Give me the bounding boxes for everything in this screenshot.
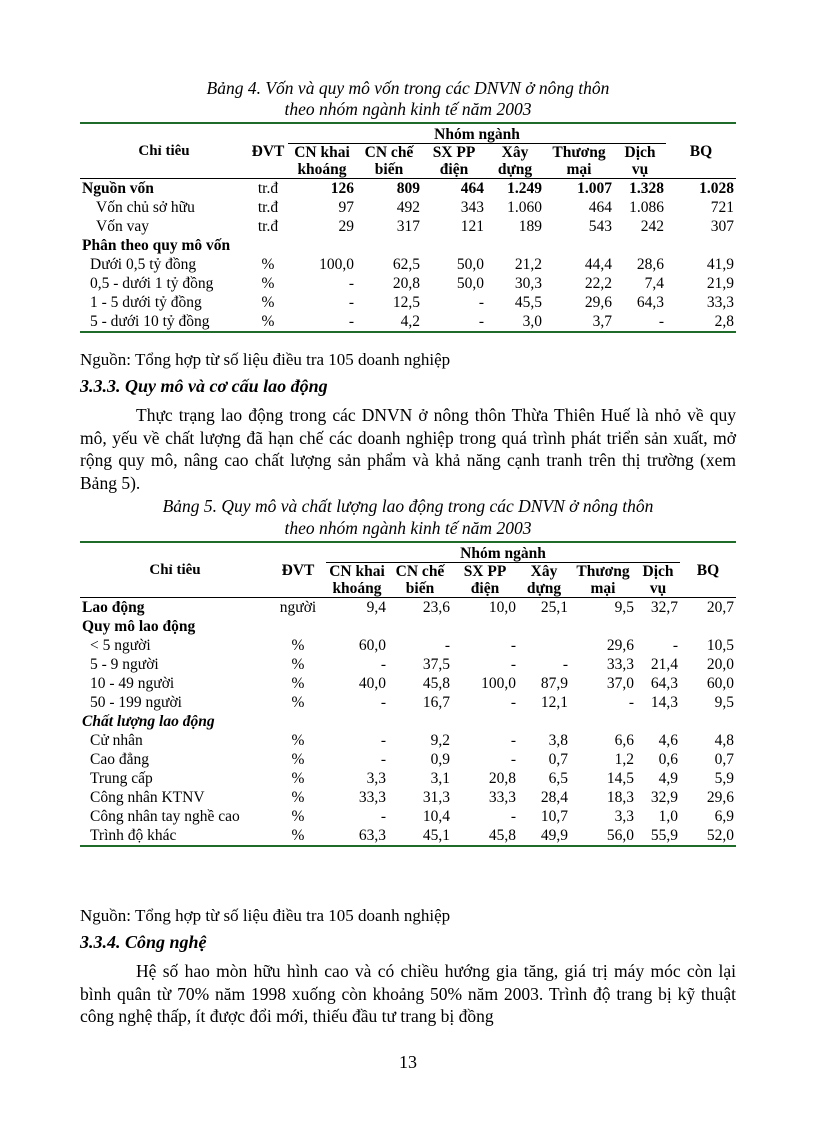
cell: 0,7 (714, 751, 734, 768)
row-label: Vốn chủ sở hữu (96, 199, 195, 216)
cell: 6,5 (548, 770, 568, 787)
row-section-label: Phân theo quy mô vốn (82, 237, 231, 254)
row-unit: % (261, 275, 275, 292)
header-indicator: Chỉ tiêu (149, 561, 201, 578)
cell: 29,6 (706, 789, 734, 806)
cell: 20,0 (706, 656, 734, 673)
cell: 2,8 (714, 313, 734, 330)
header-group: Nhóm ngành (288, 123, 666, 144)
row-label: < 5 người (90, 637, 151, 654)
cell: 543 (588, 218, 612, 235)
row-unit: tr.đ (257, 218, 279, 235)
cell: 0,9 (430, 751, 450, 768)
cell: - (628, 694, 634, 711)
cell: - (672, 637, 678, 654)
row-label: 50 - 199 người (90, 694, 182, 711)
cell: - (444, 637, 450, 654)
table-row (80, 255, 736, 274)
cell: 64,3 (650, 675, 678, 692)
cell: 56,0 (606, 827, 634, 844)
cell: 126 (330, 180, 354, 197)
row-label: Trung cấp (90, 770, 153, 787)
table5-caption-line2: theo nhóm ngành kinh tế năm 2003 (284, 518, 532, 538)
cell: 45,5 (514, 294, 542, 311)
cell: - (348, 313, 354, 330)
cell: 29,6 (584, 294, 612, 311)
row-label: Cử nhân (90, 732, 143, 749)
row-label: Dưới 0,5 tỷ đồng (90, 256, 197, 273)
cell: - (478, 294, 484, 311)
table-row (80, 674, 736, 693)
table-row (80, 807, 736, 826)
cell: - (510, 732, 516, 749)
cell: 343 (460, 199, 484, 216)
cell: - (510, 808, 516, 825)
cell: 10,0 (488, 599, 516, 616)
cell: 14,3 (650, 694, 678, 711)
cell: 1.086 (629, 199, 664, 216)
cell: 317 (396, 218, 420, 235)
table-row (80, 769, 736, 788)
section-334-paragraph: Hệ số hao mòn hữu hình cao và có chiều hướng gia tăng, giá trị máy móc còn lại bình quân từ 70% năm 1998 xuống còn khoảng 50% năm 2003. Trình độ trang bị kỹ thuật công nghệ thấp, ít được đổi mới, thiếu đầu tư trang bị đồng (80, 961, 736, 1026)
cell: 242 (640, 218, 664, 235)
row-section-label: Chất lượng lao động (82, 713, 215, 730)
cell: 87,9 (540, 675, 568, 692)
cell: - (380, 656, 386, 673)
section-heading-333: 3.3.3. Quy mô và cơ cấu lao động (80, 376, 328, 396)
cell: 307 (710, 218, 734, 235)
row-label: Trình độ khác (90, 827, 177, 844)
header-c5: Thương mại (576, 563, 630, 597)
cell: - (348, 294, 354, 311)
cell: 25,1 (540, 599, 568, 616)
cell: 3,0 (522, 313, 542, 330)
row-unit: tr.đ (257, 199, 279, 216)
cell: 4,6 (658, 732, 678, 749)
row-unit: % (291, 808, 305, 825)
cell: 3,3 (614, 808, 634, 825)
header-group: Nhóm ngành (326, 542, 680, 563)
header-c1: CN khai khoáng (329, 563, 385, 597)
cell: 464 (460, 180, 484, 197)
cell: 10,7 (540, 808, 568, 825)
cell: 492 (396, 199, 420, 216)
table-row (80, 826, 736, 846)
cell: 33,3 (358, 789, 386, 806)
cell: 9,4 (366, 599, 386, 616)
table-row (80, 636, 736, 655)
cell: 1.060 (507, 199, 542, 216)
cell: - (510, 656, 516, 673)
cell: 5,9 (714, 770, 734, 787)
header-c4: Xây dựng (497, 144, 533, 178)
row-label: Vốn vay (96, 218, 149, 235)
table-row (80, 236, 736, 255)
table-row (80, 274, 736, 293)
row-unit: % (291, 694, 305, 711)
cell: 55,9 (650, 827, 678, 844)
cell: 33,3 (606, 656, 634, 673)
row-unit: % (291, 732, 305, 749)
row-section-label: Quy mô lao động (82, 618, 196, 635)
table4-caption-line1: Bảng 4. Vốn và quy mô vốn trong các DNVN ở nông thôn (206, 78, 610, 98)
table-row (80, 693, 736, 712)
row-unit: % (291, 789, 305, 806)
cell: 21,9 (706, 275, 734, 292)
cell: 1.028 (699, 180, 734, 197)
cell: 16,7 (422, 694, 450, 711)
cell: - (380, 751, 386, 768)
cell: 18,3 (606, 789, 634, 806)
cell: 33,3 (488, 789, 516, 806)
cell: 1.007 (577, 180, 612, 197)
page-number: 13 (399, 1052, 417, 1072)
table5-caption-line1: Bảng 5. Quy mô và chất lượng lao động trong các DNVN ở nông thôn (162, 496, 654, 516)
row-label: Nguồn vốn (82, 180, 154, 197)
cell: 9,5 (714, 694, 734, 711)
cell: 12,5 (392, 294, 420, 311)
table-row (80, 731, 736, 750)
row-label: Lao động (82, 599, 145, 616)
row-unit: % (291, 637, 305, 654)
cell: 20,8 (488, 770, 516, 787)
cell: 12,1 (540, 694, 568, 711)
cell: 14,5 (606, 770, 634, 787)
cell: 33,3 (706, 294, 734, 311)
cell: 22,2 (584, 275, 612, 292)
cell: 464 (588, 199, 612, 216)
row-label: 10 - 49 người (90, 675, 175, 692)
header-c2: CN chế biến (364, 144, 414, 178)
cell: 64,3 (636, 294, 664, 311)
cell: 10,5 (706, 637, 734, 654)
cell: 60,0 (358, 637, 386, 654)
cell: 40,0 (358, 675, 386, 692)
cell: 63,3 (358, 827, 386, 844)
cell: 50,0 (456, 275, 484, 292)
table4-source: Nguồn: Tổng hợp từ số liệu điều tra 105 doanh nghiệp (80, 350, 451, 369)
header-unit: ĐVT (281, 561, 315, 579)
cell: - (510, 751, 516, 768)
cell: 7,4 (644, 275, 664, 292)
header-c6: Dịch vụ (642, 563, 674, 597)
table4 (80, 122, 736, 333)
row-label: 5 - 9 người (90, 656, 159, 673)
cell: 4,2 (400, 313, 420, 330)
row-unit: người (279, 599, 317, 616)
cell: - (658, 313, 664, 330)
cell: 9,2 (430, 732, 450, 749)
table-row (80, 179, 736, 199)
cell: 28,4 (540, 789, 568, 806)
table5-source: Nguồn: Tổng hợp từ số liệu điều tra 105 doanh nghiệp (80, 906, 451, 925)
cell: - (510, 637, 516, 654)
cell: 45,8 (488, 827, 516, 844)
cell: 1.249 (507, 180, 542, 197)
header-unit: ĐVT (251, 142, 285, 160)
cell: 189 (518, 218, 542, 235)
cell: 100,0 (481, 675, 516, 692)
header-avg: BQ (696, 561, 720, 579)
cell: 20,7 (706, 599, 734, 616)
cell: 6,9 (714, 808, 734, 825)
cell: 3,7 (592, 313, 612, 330)
cell: - (380, 694, 386, 711)
cell: 50,0 (456, 256, 484, 273)
row-unit: % (261, 256, 275, 273)
cell: - (478, 313, 484, 330)
cell: - (380, 808, 386, 825)
table4-caption-line2: theo nhóm ngành kinh tế năm 2003 (284, 99, 532, 119)
cell: 721 (710, 199, 734, 216)
cell: 32,9 (650, 789, 678, 806)
row-label: Công nhân KTNV (90, 789, 205, 806)
row-label: 0,5 - dưới 1 tỷ đồng (90, 275, 214, 292)
header-indicator: Chỉ tiêu (138, 142, 190, 159)
cell: 30,3 (514, 275, 542, 292)
row-unit: tr.đ (257, 180, 279, 197)
cell: 32,7 (650, 599, 678, 616)
cell: 4,8 (714, 732, 734, 749)
table-row (80, 598, 736, 618)
header-c2: CN chế biến (395, 563, 445, 597)
cell: 1,2 (614, 751, 634, 768)
table-row (80, 198, 736, 217)
table-row (80, 750, 736, 769)
row-label: 5 - dưới 10 tỷ đồng (90, 313, 210, 330)
cell: 9,5 (614, 599, 634, 616)
cell (518, 636, 570, 655)
cell: 44,4 (584, 256, 612, 273)
header-c3: SX PP điện (432, 144, 476, 178)
cell: 10,4 (422, 808, 450, 825)
cell: 21,2 (514, 256, 542, 273)
cell: 29 (338, 218, 354, 235)
row-label: Cao đẳng (90, 751, 149, 768)
cell: 62,5 (392, 256, 420, 273)
cell: 28,6 (636, 256, 664, 273)
cell: - (510, 694, 516, 711)
table-row (80, 788, 736, 807)
table-row (80, 655, 736, 674)
table-row (80, 712, 736, 731)
section-heading-334: 3.3.4. Công nghệ (80, 932, 207, 952)
cell: 0,6 (658, 751, 678, 768)
row-unit: % (261, 294, 275, 311)
table-row (80, 617, 736, 636)
header-c1: CN khai khoáng (294, 144, 350, 178)
cell: - (562, 656, 568, 673)
header-c4: Xây dựng (526, 563, 562, 597)
cell: 37,0 (606, 675, 634, 692)
cell: 23,6 (422, 599, 450, 616)
cell: 52,0 (706, 827, 734, 844)
cell: 45,8 (422, 675, 450, 692)
row-unit: % (291, 770, 305, 787)
table-row (80, 312, 736, 332)
row-label: 1 - 5 dưới tỷ đồng (90, 294, 202, 311)
cell: 37,5 (422, 656, 450, 673)
cell: 1,0 (658, 808, 678, 825)
cell: 3,8 (548, 732, 568, 749)
header-c5: Thương mại (552, 144, 606, 178)
header-c3: SX PP điện (463, 563, 507, 597)
cell: 60,0 (706, 675, 734, 692)
cell: 809 (396, 180, 420, 197)
row-unit: % (291, 675, 305, 692)
cell: 3,3 (366, 770, 386, 787)
table5 (80, 541, 736, 847)
cell: 3,1 (430, 770, 450, 787)
cell: 41,9 (706, 256, 734, 273)
table-row (80, 217, 736, 236)
row-label: Công nhân tay nghề cao (90, 808, 240, 825)
cell: 1.328 (629, 180, 664, 197)
cell: 49,9 (540, 827, 568, 844)
cell: 97 (338, 199, 354, 216)
row-unit: % (291, 656, 305, 673)
header-c6: Dịch vụ (624, 144, 656, 178)
cell: 121 (460, 218, 484, 235)
cell: - (380, 732, 386, 749)
cell: 20,8 (392, 275, 420, 292)
cell: 45,1 (422, 827, 450, 844)
cell: 100,0 (319, 256, 354, 273)
cell: 0,7 (548, 751, 568, 768)
row-unit: % (261, 313, 275, 330)
cell: 29,6 (606, 637, 634, 654)
table-row (80, 293, 736, 312)
section-333-paragraph: Thực trạng lao động trong các DNVN ở nông thôn Thừa Thiên Huế là nhỏ về quy mô, yếu về chất lượng đã hạn chế các doanh nghiệp trong quá trình phát triển sản xuất, mở rộng quy mô, nâng cao chất lượng sản phẩm và khả năng cạnh tranh trên thị trường (xem Bảng 5). (80, 405, 736, 493)
cell: 31,3 (422, 789, 450, 806)
cell: 6,6 (614, 732, 634, 749)
row-unit: % (291, 827, 305, 844)
cell: 4,9 (658, 770, 678, 787)
header-avg: BQ (689, 142, 713, 160)
row-unit: % (291, 751, 305, 768)
cell: - (348, 275, 354, 292)
cell: 21,4 (650, 656, 678, 673)
